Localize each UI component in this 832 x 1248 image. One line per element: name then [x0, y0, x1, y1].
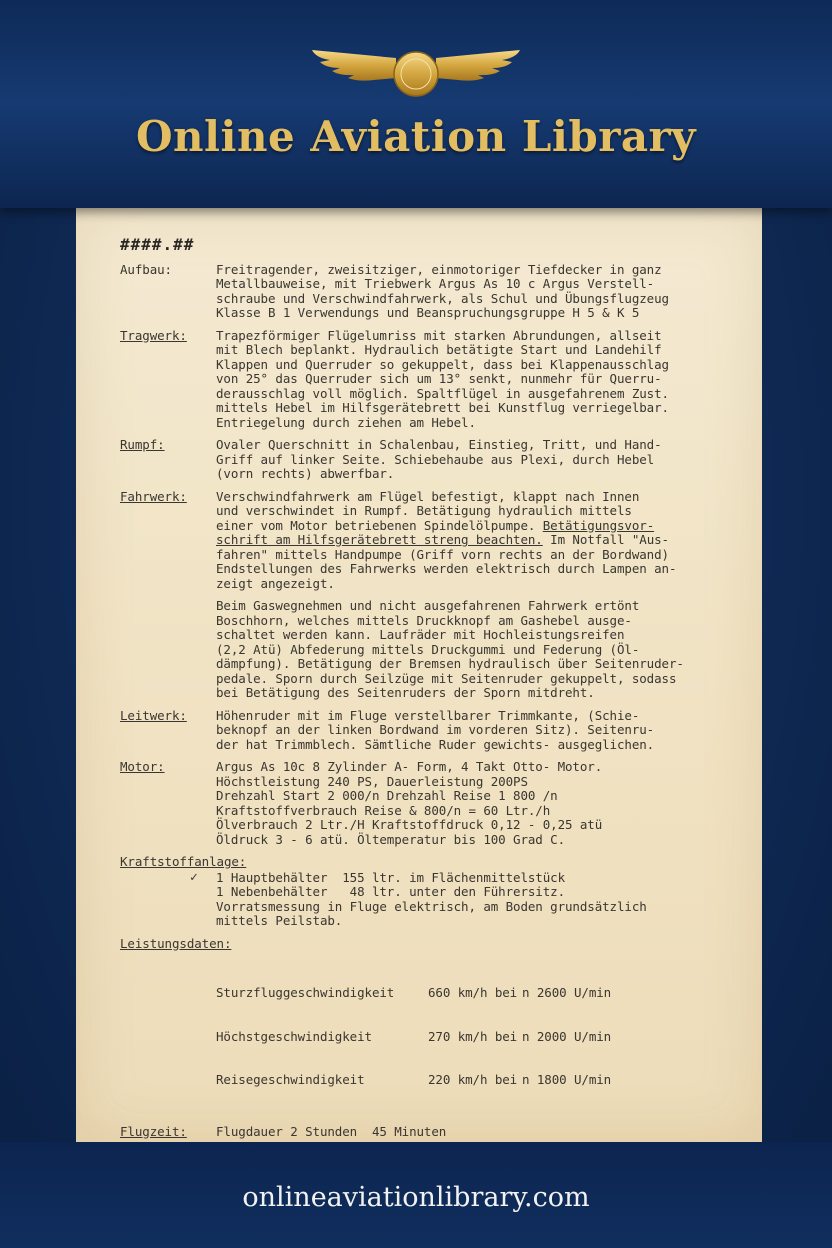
- section-motor: [120, 760, 750, 847]
- table-row: [216, 986, 750, 1001]
- heading-mark: ####.##: [120, 235, 195, 254]
- section-fahrwerk: [120, 490, 750, 592]
- section-aufbau: [120, 263, 750, 321]
- section-label: Leitwerk:: [120, 707, 187, 723]
- table-row: [216, 1073, 750, 1088]
- performance-table: [216, 957, 750, 1117]
- section-text: Argus As 10c 8 Zylinder A- Form, 4 Takt Otto- Motor. Höchstleistung 240 PS, Dauerleistung 200PS Drehzahl Start 2 000/n Drehzahl Reise 1 800 /n Kraftstoffverbrauch Reise & 800/n = 60 Ltr./h Ölverbrauch 2 Ltr./H Kraftstoffdruck 0,12 - 0,25 atü Öldruck 3 - 6 atü. Öltemperatur bis 100 Grad C.: [216, 759, 603, 847]
- leistung-label: Leistungsdaten:: [120, 935, 232, 951]
- section-text: Flugdauer 2 Stunden 45 Minuten: [216, 1123, 447, 1139]
- kraftstoff-body: 1 Hauptbehälter 155 ltr. im Flächenmittelstück 1 Nebenbehälter 48 ltr. unter den Führersitz. Vorratsmessung in Fluge elektrisch, am Boden grundsätzlich mittels Peilstab.: [216, 869, 647, 928]
- table-row: [216, 1030, 750, 1045]
- site-url-link[interactable]: onlineaviationlibrary.com: [242, 1182, 590, 1213]
- fahrwerk-text-2: Im Notfall "Aus- fahren" mittels Handpumpe (Griff vorn rechts an der Bordwand) Endstellungen des Fahrwerks werden elektrisch durch Lampen an- zeigt angezeigt.: [216, 532, 677, 591]
- fahrwerk-underlined-note: Betätigungsvor- schrift am Hilfsgerätebrett streng beachten.: [216, 517, 655, 547]
- perf-rpm: n 2000 U/min: [522, 1028, 612, 1044]
- section-leitwerk: [120, 709, 750, 753]
- document-page: [76, 208, 762, 1142]
- winged-emblem-icon: [310, 44, 522, 108]
- section-label: Fahrwerk:: [120, 488, 187, 504]
- section-tragwerk: [120, 329, 750, 431]
- section-label: Flugzeit:: [120, 1123, 187, 1139]
- site-footer: [0, 1142, 832, 1248]
- perf-speed: 660 km/h bei: [428, 985, 518, 1000]
- site-header: [0, 0, 832, 208]
- section-text: [216, 490, 750, 592]
- section-label: Aufbau:: [120, 261, 172, 277]
- perf-speed: 220 km/h bei: [428, 1072, 518, 1087]
- fahrwerk-text-1: Verschwindfahrwerk am Flügel befestigt, klappt nach Innen und verschwindet in Rumpf. Betätigung hydraulich mittels einer vom Motor betriebenen Spindelölpumpe.: [216, 488, 640, 533]
- section-text: Freitragender, zweisitziger, einmotoriger Tiefdecker in ganz Metallbauweise, mit Triebwerk Argus As 10 c Argus Verstell- schraube und Verschwindfahrwerk, als Schul und Übungsflugzeug Klasse B 1 Verwendungs und Beanspruchungsgruppe H 5 & K 5: [216, 261, 669, 320]
- section-text: Höhenruder mit im Fluge verstellbarer Trimmkante, (Schie- beknopf an der linken Bordwand im vorderen Sitz). Seitenru- der hat Trimmblech. Sämtliche Ruder gewichts- ausgeglichen.: [216, 707, 655, 752]
- perf-name: Sturzfluggeschwindigkeit: [216, 985, 395, 1000]
- section-rumpf: [120, 438, 750, 482]
- section-label: Rumpf:: [120, 437, 165, 452]
- section-text: Trapezförmiger Flügelumriss mit starken Abrundungen, allseit mit Blech beplankt. Hydraulich betätigte Start und Landehilf Klappen und Querruder so gekuppelt, dass bei Klappenausschlag von 25° das Querruder sich um 13° senkt, nunmehr für Querru- derausschlag voll möglich. Spaltflügel in ausgefahrenem Zust. mittels Hebel im Hilfsgerätebrett bei Kunstflug verriegelbar. Entriegelung durch ziehen am Hebel.: [216, 327, 669, 430]
- check-mark-icon: ✓: [190, 869, 198, 885]
- kraftstoff-text: [190, 869, 750, 929]
- site-title: Online Aviation Library: [135, 112, 697, 161]
- section-label: Motor:: [120, 759, 165, 774]
- section-text: Ovaler Querschnitt in Schalenbau, Einstieg, Tritt, und Hand- Griff auf linker Seite. Schiebehaube aus Plexi, durch Hebel (vorn rechts) abwerfbar.: [216, 437, 662, 481]
- perf-rpm: n 2600 U/min: [522, 985, 612, 1000]
- kraftstoff-label: Kraftstoffanlage:: [120, 854, 247, 869]
- perf-rpm: n 1800 U/min: [522, 1072, 612, 1087]
- perf-name: Höchstgeschwindigkeit: [216, 1028, 372, 1044]
- perf-speed: 270 km/h bei: [428, 1028, 518, 1044]
- fahrwerk-paragraph-2: Beim Gaswegnehmen und nicht ausgefahrenen Fahrwerk ertönt Boschhorn, welches mittels Druckknopf am Gashebel ausge- schaltet werden kann. Laufräder mit Hochleistungsreifen (2,2 Atü) Abfederung mittels Druckgummi und Federung (Öl- dämpfung). Betätigung der Bremsen hydraulisch über Seitenruder- pedale. Sporn durch Seilzüge mit Seitenruder gekuppelt, sodass bei Betätigung des Seitenruders der Sporn mitdreht.: [216, 598, 684, 700]
- section-flugzeit: [120, 1125, 750, 1140]
- section-label: Tragwerk:: [120, 327, 187, 343]
- perf-name: Reisegeschwindigkeit: [216, 1072, 365, 1087]
- spec-sheet: [120, 234, 750, 1142]
